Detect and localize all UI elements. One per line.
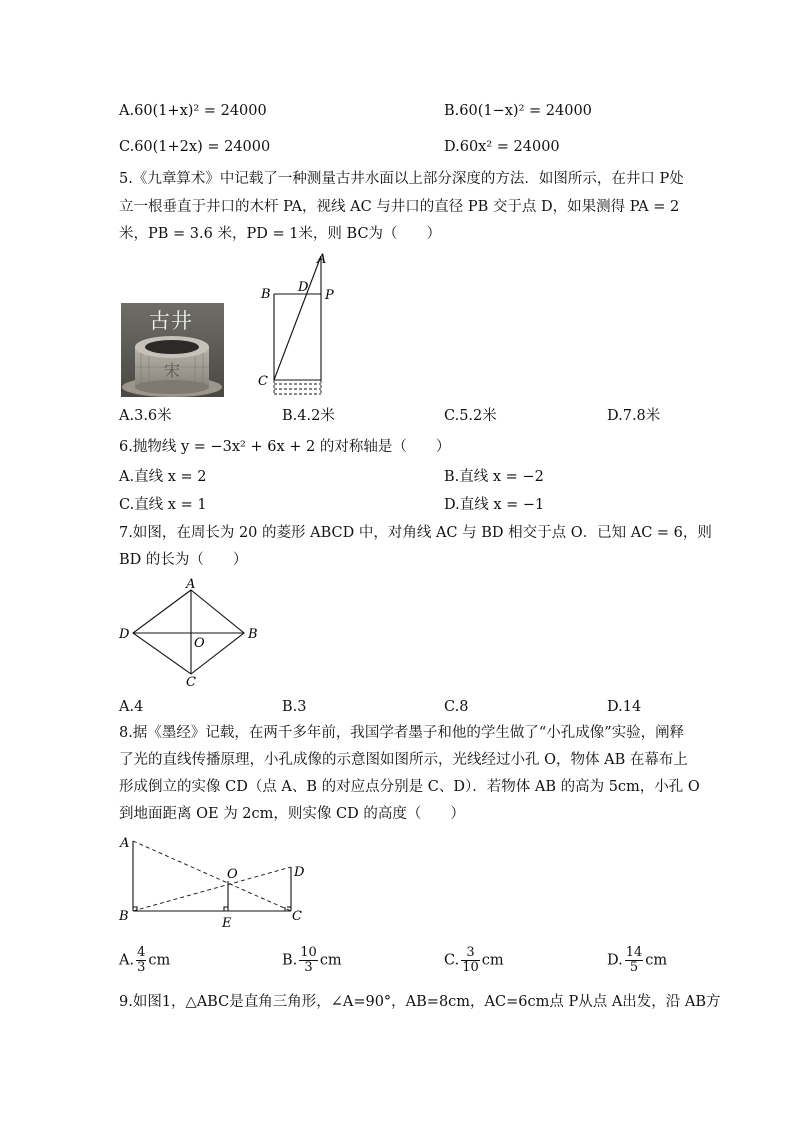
label-a: A [120, 836, 130, 851]
q5-option-c: C.5.2米 [444, 408, 497, 424]
label-d: D [294, 865, 305, 880]
q5-stem-line-2: 立一根垂直于井口的木杆 PA，视线 AC 与井口的直径 PB 交于点 D，如果测得 PA = 2 [119, 199, 680, 215]
label-a: A [186, 577, 196, 592]
q4-option-a: A.60(1+x)² = 24000 [119, 103, 267, 119]
q6-stem: 6.抛物线 y = −3x² + 6x + 2 的对称轴是（ ） [119, 439, 451, 455]
well-photo-title: 古井 [149, 309, 193, 333]
label-b: B [248, 627, 258, 642]
q8-option-c: C. $\frac{3}{10}$ cm [444, 945, 504, 975]
q8-stem-line-3: 形成倒立的实像 CD（点 A、B 的对应点分别是 C、D）．若物体 AB 的高为 5cm，小孔 O [119, 779, 700, 795]
label-o: O [227, 867, 238, 882]
q6-option-d: D.直线 x = −1 [444, 497, 545, 513]
q7-option-c: C.8 [444, 699, 469, 715]
label-b: B [261, 287, 271, 302]
q5-stem-line-1: 5.《九章算术》中记载了一种测量古井水面以上部分深度的方法．如图所示，在井口 P处 [119, 171, 684, 187]
q4-option-d: D.60x² = 24000 [444, 139, 560, 155]
q7-stem-line-2: BD 的长为（ ） [119, 552, 248, 568]
q7-rhombus-figure [114, 576, 274, 688]
label-a: A [317, 252, 327, 267]
q8-option-d: D. $\frac{14}{5}$ cm [607, 945, 668, 975]
q8-option-a: A. $\frac{4}{3}$ cm [119, 945, 171, 975]
q7-option-d: D.14 [607, 699, 642, 715]
q8-stem-line-2: 了光的直线传播原理，小孔成像的示意图如图所示，光线经过小孔 O，物体 AB 在幕布上 [119, 752, 688, 768]
label-d: D [298, 280, 309, 295]
q7-option-a: A.4 [119, 699, 144, 715]
label-c: C [292, 909, 302, 924]
q4-option-b: B.60(1−x)² = 24000 [444, 103, 592, 119]
q5-option-a: A.3.6米 [119, 408, 172, 424]
q4-option-c: C.60(1+2x) = 24000 [119, 139, 271, 155]
q8-stem-line-4: 到地面距离 OE 为 2cm，则实像 CD 的高度（ ） [119, 806, 465, 822]
label-e: E [222, 916, 232, 930]
q8-pinhole-figure [114, 830, 324, 930]
q5-stem-line-3: 米，PB = 3.6 米，PD = 1米，则 BC为（ ） [119, 226, 442, 242]
well-photo [121, 303, 224, 397]
q6-option-a: A.直线 x = 2 [119, 469, 207, 485]
well-seal-text: 宋 [163, 361, 181, 380]
label-o: O [194, 636, 205, 651]
q7-stem-line-1: 7.如图，在周长为 20 的菱形 ABCD 中，对角线 AC 与 BD 相交于点 O．已知 AC = 6，则 [119, 525, 712, 541]
q9-stem: 9.如图1，△ABC是直角三角形，∠A=90°，AB=8cm，AC=6cm点 P从点 A出发，沿 AB方 [119, 994, 721, 1010]
q5-option-d: D.7.8米 [607, 408, 661, 424]
label-c: C [186, 675, 196, 688]
q8-option-b: B. $\frac{10}{3}$ cm [282, 945, 342, 975]
q6-option-b: B.直线 x = −2 [444, 469, 544, 485]
q7-option-b: B.3 [282, 699, 307, 715]
q5-figure [253, 250, 343, 400]
q6-option-c: C.直线 x = 1 [119, 497, 207, 513]
q8-stem-line-1: 8.据《墨经》记载，在两千多年前，我国学者墨子和他的学生做了“小孔成像”实验，阐释 [119, 725, 685, 741]
label-b: B [119, 909, 129, 924]
label-c: C [258, 374, 268, 389]
label-p: P [325, 288, 334, 303]
q5-option-b: B.4.2米 [282, 408, 335, 424]
label-d: D [119, 627, 130, 642]
